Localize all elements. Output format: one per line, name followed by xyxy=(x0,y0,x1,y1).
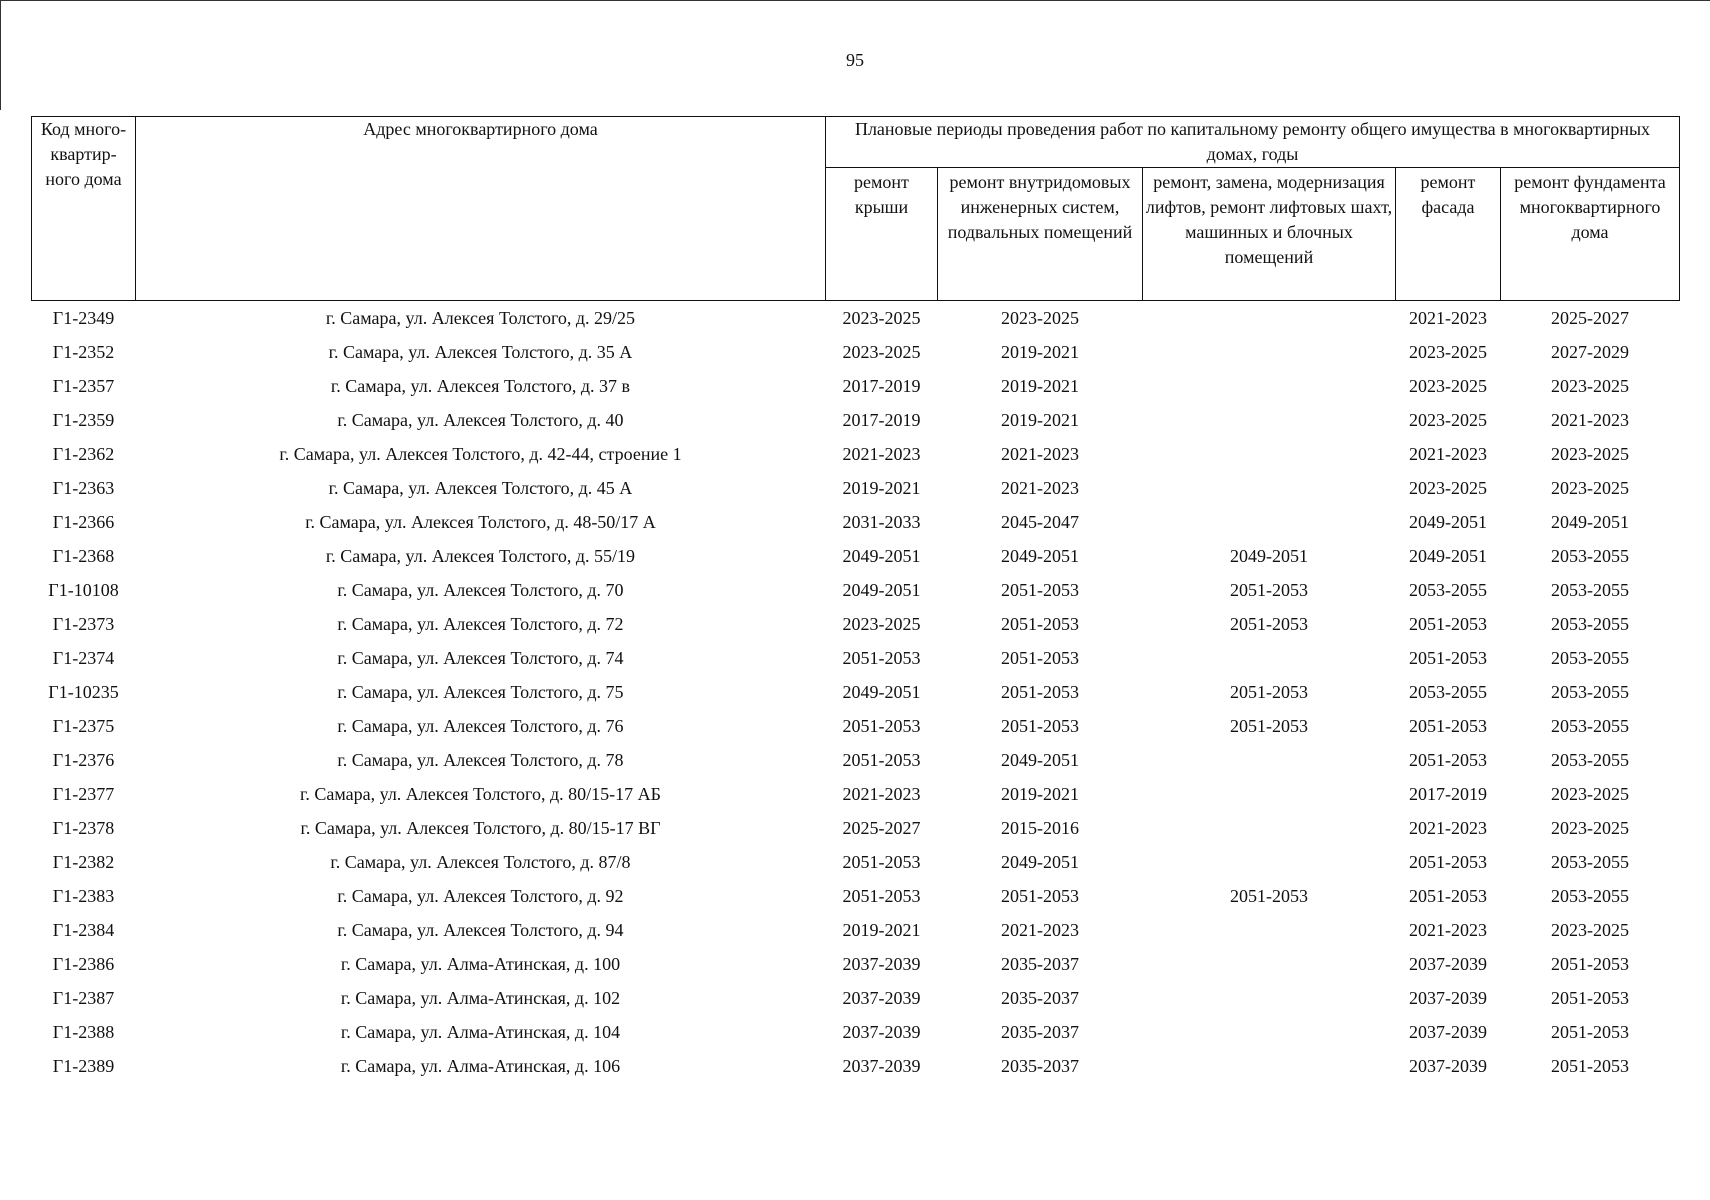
cell-foundation: 2051-2053 xyxy=(1551,1056,1629,1076)
cell-foundation: 2053-2055 xyxy=(1551,852,1629,872)
cell-facade: 2037-2039 xyxy=(1409,1056,1487,1076)
cell-facade: 2037-2039 xyxy=(1409,1022,1487,1042)
cell-code: Г1-2352 xyxy=(52,342,115,362)
cell-roof: 2019-2021 xyxy=(842,478,921,498)
cell-facade: 2051-2053 xyxy=(1409,614,1487,634)
table-row xyxy=(32,539,1680,573)
cell-lifts xyxy=(1143,811,1396,845)
cell-engineering: 2035-2037 xyxy=(1001,988,1079,1008)
cell-roof: 2023-2025 xyxy=(842,342,921,362)
cell-code: Г1-2357 xyxy=(52,376,115,396)
cell-code: Г1-2349 xyxy=(52,308,115,328)
cell-facade: 2051-2053 xyxy=(1409,648,1487,668)
cell-roof: 2037-2039 xyxy=(842,1056,921,1076)
cell-address: г. Самара, ул. Алма-Атинская, д. 100 xyxy=(340,954,621,974)
cell-roof: 2021-2023 xyxy=(842,444,921,464)
header-foundation: ремонт фундамента многоквартирного дома xyxy=(1501,168,1680,301)
cell-address: г. Самара, ул. Алексея Толстого, д. 42-44, строение 1 xyxy=(279,444,682,464)
table-row xyxy=(32,607,1680,641)
cell-facade: 2021-2023 xyxy=(1409,920,1487,940)
cell-engineering: 2019-2021 xyxy=(1001,410,1079,430)
cell-address: г. Самара, ул. Алексея Толстого, д. 45 А xyxy=(328,478,633,498)
cell-foundation: 2053-2055 xyxy=(1551,546,1629,566)
cell-facade: 2051-2053 xyxy=(1409,716,1487,736)
cell-lifts: 2051-2053 xyxy=(1230,682,1308,702)
cell-code: Г1-10108 xyxy=(48,580,119,600)
cell-lifts xyxy=(1143,913,1396,947)
cell-lifts xyxy=(1143,641,1396,675)
cell-code: Г1-2382 xyxy=(52,852,115,872)
cell-address: г. Самара, ул. Алексея Толстого, д. 37 в xyxy=(330,376,631,396)
header-lifts: ремонт, замена, модернизация лифтов, ремонт лифтовых шахт, машинных и блочных помещений xyxy=(1143,168,1396,301)
table-row xyxy=(32,641,1680,675)
cell-foundation: 2053-2055 xyxy=(1551,886,1629,906)
cell-engineering: 2049-2051 xyxy=(1001,546,1079,566)
table-row xyxy=(32,777,1680,811)
cell-code: Г1-2359 xyxy=(52,410,115,430)
page-number: 95 xyxy=(846,50,864,70)
cell-facade: 2023-2025 xyxy=(1409,342,1487,362)
cell-address: г. Самара, ул. Алма-Атинская, д. 104 xyxy=(340,1022,621,1042)
cell-foundation: 2023-2025 xyxy=(1551,444,1629,464)
cell-roof: 2021-2023 xyxy=(842,784,921,804)
header-facade: ремонт фасада xyxy=(1396,168,1501,301)
cell-lifts xyxy=(1143,845,1396,879)
cell-foundation: 2053-2055 xyxy=(1551,682,1629,702)
cell-engineering: 2049-2051 xyxy=(1001,750,1079,770)
table-row xyxy=(32,743,1680,777)
cell-code: Г1-2375 xyxy=(52,716,115,736)
cell-engineering: 2051-2053 xyxy=(1001,886,1079,906)
cell-facade: 2021-2023 xyxy=(1409,818,1487,838)
cell-lifts: 2051-2053 xyxy=(1230,614,1308,634)
cell-facade: 2037-2039 xyxy=(1409,954,1487,974)
cell-address: г. Самара, ул. Алексея Толстого, д. 72 xyxy=(337,614,624,634)
cell-facade: 2051-2053 xyxy=(1409,750,1487,770)
cell-address: г. Самара, ул. Алексея Толстого, д. 75 xyxy=(337,682,624,702)
cell-foundation: 2023-2025 xyxy=(1551,478,1629,498)
cell-address: г. Самара, ул. Алексея Толстого, д. 70 xyxy=(337,580,624,600)
cell-lifts xyxy=(1143,369,1396,403)
cell-engineering: 2021-2023 xyxy=(1001,444,1079,464)
table-row xyxy=(32,947,1680,981)
cell-engineering: 2051-2053 xyxy=(1001,648,1079,668)
cell-lifts: 2051-2053 xyxy=(1230,886,1308,906)
cell-facade: 2023-2025 xyxy=(1409,410,1487,430)
cell-address: г. Самара, ул. Алексея Толстого, д. 29/25 xyxy=(325,308,636,328)
cell-lifts xyxy=(1143,947,1396,981)
cell-lifts: 2051-2053 xyxy=(1230,716,1308,736)
cell-code: Г1-2368 xyxy=(52,546,115,566)
cell-address: г. Самара, ул. Алексея Толстого, д. 35 А xyxy=(328,342,633,362)
cell-facade: 2037-2039 xyxy=(1409,988,1487,1008)
cell-engineering: 2051-2053 xyxy=(1001,682,1079,702)
cell-foundation: 2053-2055 xyxy=(1551,716,1629,736)
table-row xyxy=(32,675,1680,709)
cell-code: Г1-2378 xyxy=(52,818,115,838)
cell-foundation: 2053-2055 xyxy=(1551,648,1629,668)
table-row xyxy=(32,879,1680,913)
cell-facade: 2023-2025 xyxy=(1409,478,1487,498)
cell-foundation: 2053-2055 xyxy=(1551,750,1629,770)
cell-facade: 2021-2023 xyxy=(1409,444,1487,464)
cell-engineering: 2015-2016 xyxy=(1001,818,1079,838)
table-row xyxy=(32,301,1680,336)
cell-foundation: 2023-2025 xyxy=(1551,818,1629,838)
cell-address: г. Самара, ул. Алексея Толстого, д. 80/15-17 АБ xyxy=(300,784,661,804)
cell-address: г. Самара, ул. Алексея Толстого, д. 48-50/17 А xyxy=(305,512,656,532)
cell-address: г. Самара, ул. Алма-Атинская, д. 106 xyxy=(340,1056,621,1076)
cell-roof: 2025-2027 xyxy=(842,818,921,838)
header-row-top xyxy=(32,117,1680,168)
table-row xyxy=(32,845,1680,879)
cell-foundation: 2021-2023 xyxy=(1551,410,1629,430)
cell-engineering: 2021-2023 xyxy=(1001,920,1079,940)
cell-code: Г1-2387 xyxy=(52,988,115,1008)
cell-foundation: 2023-2025 xyxy=(1551,784,1629,804)
cell-foundation: 2023-2025 xyxy=(1551,920,1629,940)
header-address: Адрес многоквартирного дома xyxy=(136,117,826,301)
capital-repair-table xyxy=(31,116,1680,1083)
header-roof: ремонт крыши xyxy=(826,168,938,301)
cell-roof: 2037-2039 xyxy=(842,954,921,974)
cell-engineering: 2045-2047 xyxy=(1001,512,1079,532)
cell-roof: 2051-2053 xyxy=(842,886,921,906)
cell-code: Г1-2374 xyxy=(52,648,115,668)
table-row xyxy=(32,811,1680,845)
table-row xyxy=(32,335,1680,369)
cell-address: г. Самара, ул. Алексея Толстого, д. 80/15-17 ВГ xyxy=(300,818,661,838)
cell-roof: 2023-2025 xyxy=(842,614,921,634)
cell-foundation: 2053-2055 xyxy=(1551,614,1629,634)
cell-lifts xyxy=(1143,981,1396,1015)
cell-address: г. Самара, ул. Алексея Толстого, д. 87/8 xyxy=(330,852,631,872)
table-row xyxy=(32,913,1680,947)
cell-roof: 2037-2039 xyxy=(842,1022,921,1042)
header-code: Код много-квартир-ного дома xyxy=(32,117,136,301)
scan-edge-top xyxy=(0,0,1710,4)
cell-engineering: 2019-2021 xyxy=(1001,342,1079,362)
cell-roof: 2051-2053 xyxy=(842,852,921,872)
cell-roof: 2051-2053 xyxy=(842,716,921,736)
cell-foundation: 2049-2051 xyxy=(1551,512,1629,532)
cell-facade: 2051-2053 xyxy=(1409,886,1487,906)
cell-code: Г1-2377 xyxy=(52,784,115,804)
cell-lifts xyxy=(1143,1015,1396,1049)
cell-roof: 2017-2019 xyxy=(842,376,921,396)
cell-facade: 2049-2051 xyxy=(1409,546,1487,566)
cell-lifts xyxy=(1143,505,1396,539)
cell-foundation: 2053-2055 xyxy=(1551,580,1629,600)
cell-engineering: 2021-2023 xyxy=(1001,478,1079,498)
cell-engineering: 2049-2051 xyxy=(1001,852,1079,872)
table-body xyxy=(32,301,1680,1084)
cell-engineering: 2051-2053 xyxy=(1001,716,1079,736)
cell-lifts xyxy=(1143,437,1396,471)
cell-address: г. Самара, ул. Алексея Толстого, д. 78 xyxy=(337,750,624,770)
cell-engineering: 2051-2053 xyxy=(1001,614,1079,634)
cell-address: г. Самара, ул. Алексея Толстого, д. 40 xyxy=(337,410,624,430)
cell-code: Г1-2389 xyxy=(52,1056,115,1076)
cell-facade: 2049-2051 xyxy=(1409,512,1487,532)
table-row xyxy=(32,437,1680,471)
cell-lifts: 2049-2051 xyxy=(1230,546,1308,566)
cell-foundation: 2027-2029 xyxy=(1551,342,1629,362)
cell-code: Г1-2362 xyxy=(52,444,115,464)
cell-address: г. Самара, ул. Алексея Толстого, д. 55/19 xyxy=(325,546,636,566)
cell-lifts xyxy=(1143,471,1396,505)
cell-facade: 2053-2055 xyxy=(1409,682,1487,702)
cell-roof: 2037-2039 xyxy=(842,988,921,1008)
cell-roof: 2049-2051 xyxy=(842,546,921,566)
cell-roof: 2049-2051 xyxy=(842,580,921,600)
table-row xyxy=(32,1015,1680,1049)
table-row xyxy=(32,369,1680,403)
table-row xyxy=(32,471,1680,505)
cell-code: Г1-10235 xyxy=(48,682,119,702)
cell-code: Г1-2384 xyxy=(52,920,115,940)
table-row xyxy=(32,403,1680,437)
cell-engineering: 2035-2037 xyxy=(1001,1056,1079,1076)
cell-engineering: 2035-2037 xyxy=(1001,1022,1079,1042)
cell-code: Г1-2363 xyxy=(52,478,115,498)
cell-lifts xyxy=(1143,403,1396,437)
cell-roof: 2051-2053 xyxy=(842,750,921,770)
cell-facade: 2051-2053 xyxy=(1409,852,1487,872)
table-row xyxy=(32,505,1680,539)
cell-engineering: 2035-2037 xyxy=(1001,954,1079,974)
cell-engineering: 2023-2025 xyxy=(1001,308,1079,328)
cell-address: г. Самара, ул. Алексея Толстого, д. 76 xyxy=(337,716,624,736)
cell-address: г. Самара, ул. Алексея Толстого, д. 92 xyxy=(337,886,624,906)
cell-foundation: 2025-2027 xyxy=(1551,308,1629,328)
cell-code: Г1-2366 xyxy=(52,512,115,532)
cell-lifts xyxy=(1143,301,1396,336)
cell-address: г. Самара, ул. Алма-Атинская, д. 102 xyxy=(340,988,621,1008)
cell-code: Г1-2373 xyxy=(52,614,115,634)
cell-engineering: 2051-2053 xyxy=(1001,580,1079,600)
cell-roof: 2031-2033 xyxy=(842,512,921,532)
cell-roof: 2051-2053 xyxy=(842,648,921,668)
cell-address: г. Самара, ул. Алексея Толстого, д. 94 xyxy=(337,920,624,940)
table-row xyxy=(32,981,1680,1015)
cell-roof: 2049-2051 xyxy=(842,682,921,702)
cell-foundation: 2051-2053 xyxy=(1551,954,1629,974)
table-row xyxy=(32,709,1680,743)
cell-engineering: 2019-2021 xyxy=(1001,376,1079,396)
cell-engineering: 2019-2021 xyxy=(1001,784,1079,804)
header-engineering: ремонт внутридомовых инженерных систем, подвальных помещений xyxy=(938,168,1143,301)
cell-facade: 2023-2025 xyxy=(1409,376,1487,396)
header-planned-periods: Плановые периоды проведения работ по капитальному ремонту общего имущества в многоквартирных домах, годы xyxy=(826,117,1680,168)
cell-foundation: 2051-2053 xyxy=(1551,988,1629,1008)
cell-lifts xyxy=(1143,777,1396,811)
cell-code: Г1-2386 xyxy=(52,954,115,974)
cell-roof: 2023-2025 xyxy=(842,308,921,328)
cell-lifts xyxy=(1143,335,1396,369)
cell-address: г. Самара, ул. Алексея Толстого, д. 74 xyxy=(337,648,624,668)
cell-facade: 2017-2019 xyxy=(1409,784,1487,804)
cell-roof: 2017-2019 xyxy=(842,410,921,430)
cell-lifts xyxy=(1143,743,1396,777)
cell-facade: 2053-2055 xyxy=(1409,580,1487,600)
cell-code: Г1-2383 xyxy=(52,886,115,906)
cell-facade: 2021-2023 xyxy=(1409,308,1487,328)
cell-foundation: 2051-2053 xyxy=(1551,1022,1629,1042)
cell-lifts: 2051-2053 xyxy=(1230,580,1308,600)
cell-code: Г1-2376 xyxy=(52,750,115,770)
cell-roof: 2019-2021 xyxy=(842,920,921,940)
cell-lifts xyxy=(1143,1049,1396,1083)
cell-code: Г1-2388 xyxy=(52,1022,115,1042)
cell-foundation: 2023-2025 xyxy=(1551,376,1629,396)
table-row xyxy=(32,1049,1680,1083)
table-row xyxy=(32,573,1680,607)
